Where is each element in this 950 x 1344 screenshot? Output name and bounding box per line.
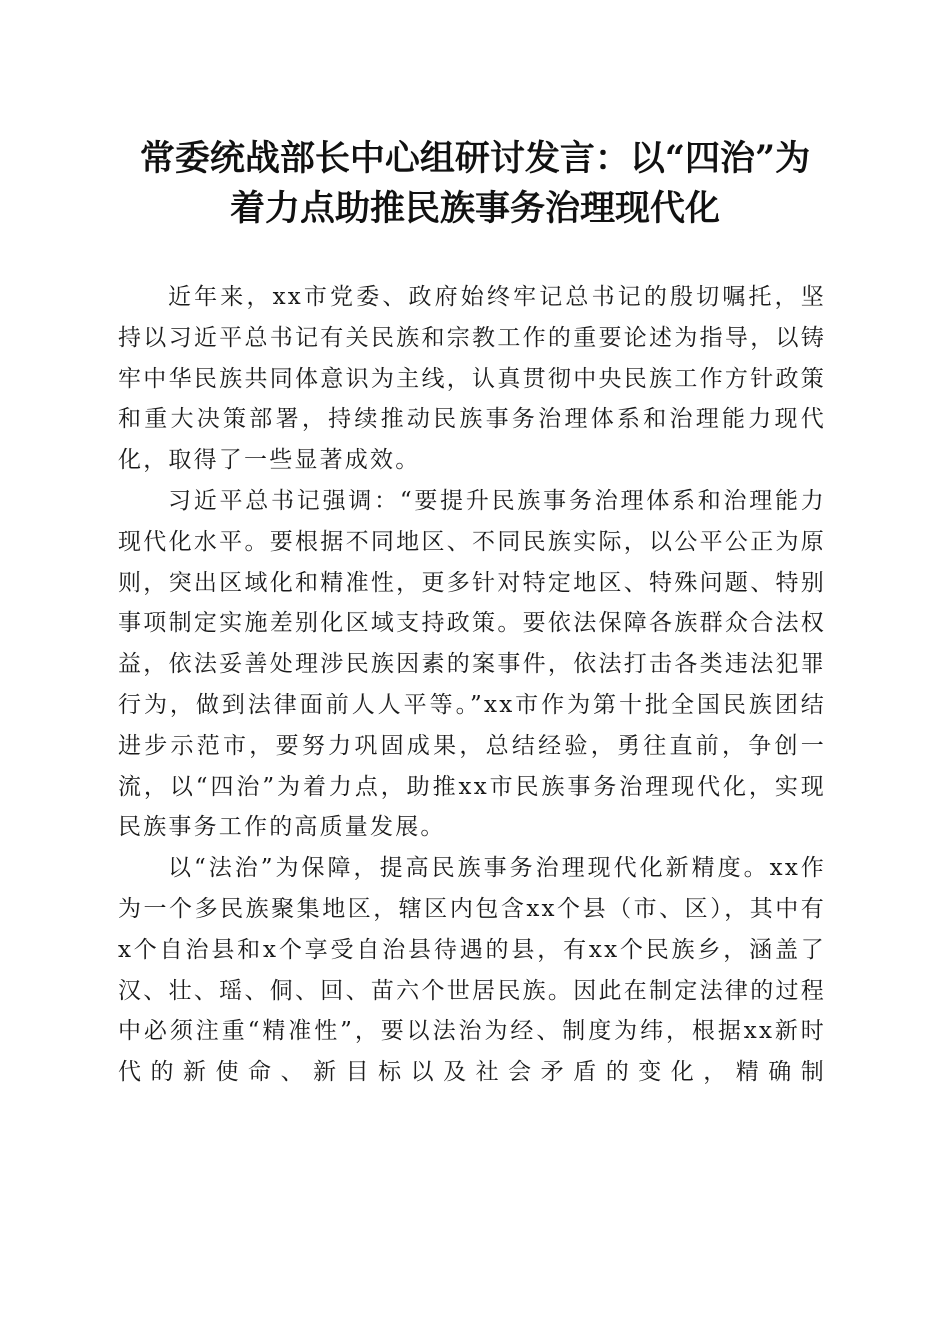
title-line-2: 着力点助推民族事务治理现代化 [229,188,720,229]
title-line-1: 常委统战部长中心组研讨发言：以“四治”为 [139,138,811,179]
document-body [118,277,826,1093]
document-title [110,134,840,234]
paragraph-2: 习近平总书记强调：“要提升民族事务治理体系和治理能力现代化水平。要根据不同地区、不同民族实际，以公平公正为原则，突出区域化和精准性，更多针对特定地区、特殊问题、特别事项制定实施差别化区域支持政策。要依法保障各族群众合法权益，依法妥善处理涉民族因素的案事件，依法打击各类违法犯罪行为，做到法律面前人人平等。”xx市作为第十批全国民族团结进步示范市，要努力巩固成果，总结经验，勇往直前，争创一流，以“四治”为着力点，助推xx市民族事务治理现代化，实现民族事务工作的高质量发展。 [118,487,826,841]
paragraph-3: 以“法治”为保障，提高民族事务治理现代化新精度。xx作为一个多民族聚集地区，辖区内包含xx个县（市、区），其中有x个自治县和x个享受自治县待遇的县，有xx个民族乡，涵盖了汉、壮、瑶、侗、回、苗六个世居民族。因此在制定法律的过程中必须注重“精准性”，要以法治为经、制度为纬，根据xx新时代的新使命、新目标以及社会矛盾的变化，精确制 [118,855,826,1086]
paragraph-1: 近年来，xx市党委、政府始终牢记总书记的殷切嘱托，坚持以习近平总书记有关民族和宗教工作的重要论述为指导，以铸牢中华民族共同体意识为主线，认真贯彻中央民族工作方针政策和重大决策部署，持续推动民族事务治理体系和治理能力现代化，取得了一些显著成效。 [118,284,826,474]
